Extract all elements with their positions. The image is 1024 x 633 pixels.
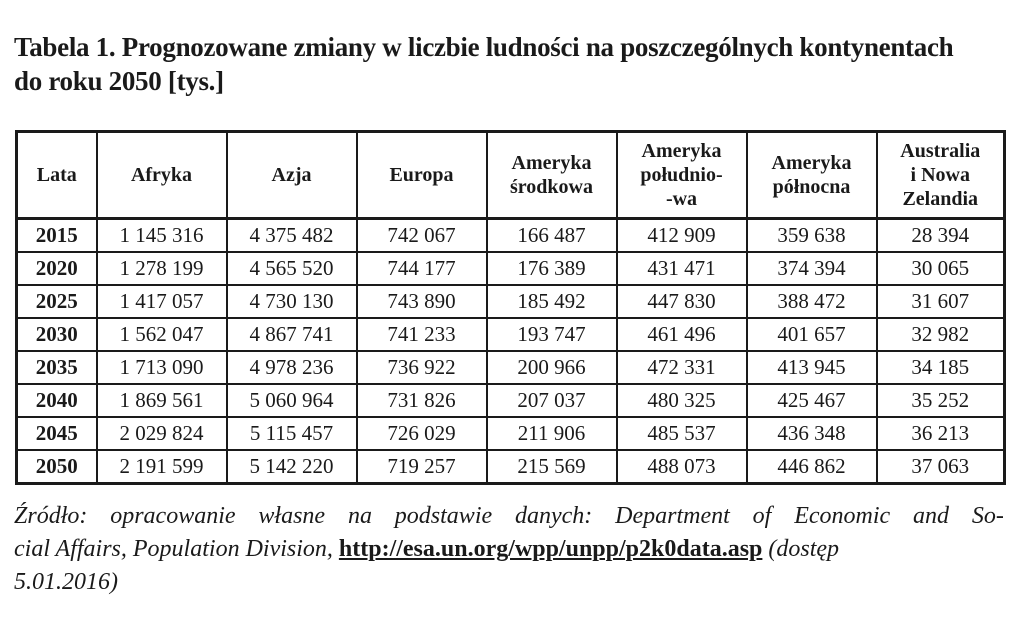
- table-cell: 447 830: [617, 285, 747, 318]
- table-cell: 176 389: [487, 252, 617, 285]
- column-header: [617, 132, 747, 219]
- column-header: [227, 132, 357, 219]
- table-cell: 461 496: [617, 318, 747, 351]
- table-cell: 719 257: [357, 450, 487, 484]
- table-cell: 736 922: [357, 351, 487, 384]
- source-note: [14, 500, 1004, 599]
- source-word: opracowanie: [110, 503, 236, 529]
- table-cell: 5 142 220: [227, 450, 357, 484]
- column-header-text: Australia: [900, 140, 981, 162]
- table-cell: 741 233: [357, 318, 487, 351]
- source-word: danych:: [515, 503, 593, 529]
- table-cell: 480 325: [617, 384, 747, 417]
- table-row: [17, 384, 1005, 417]
- column-header: [487, 132, 617, 219]
- table-cell: 425 467: [747, 384, 877, 417]
- table-cell: 744 177: [357, 252, 487, 285]
- source-word: and: [913, 503, 950, 529]
- table-body: [17, 219, 1005, 484]
- source-line-3: 5.01.2016): [14, 569, 118, 595]
- table-cell: 446 862: [747, 450, 877, 484]
- title-line-2: do roku 2050 [tys.]: [14, 66, 224, 96]
- table-cell: 488 073: [617, 450, 747, 484]
- table-cell: 4 730 130: [227, 285, 357, 318]
- population-table: [15, 130, 1006, 485]
- table-cell: 2 029 824: [97, 417, 227, 450]
- column-header: [17, 132, 97, 219]
- table-cell: 1 278 199: [97, 252, 227, 285]
- source-line-2-prefix: cial Affairs, Population Division,: [14, 536, 333, 562]
- table-cell: 401 657: [747, 318, 877, 351]
- table-cell: 185 492: [487, 285, 617, 318]
- source-line-2-suffix: (dostęp: [768, 536, 840, 562]
- table-cell: 5 060 964: [227, 384, 357, 417]
- table-cell: 211 906: [487, 417, 617, 450]
- source-line-2: [14, 533, 1004, 566]
- table-cell: 4 375 482: [227, 219, 357, 253]
- column-header-text: i Nowa: [910, 164, 970, 186]
- table-cell: 4 867 741: [227, 318, 357, 351]
- column-header-text: Lata: [36, 164, 77, 186]
- column-header-text: Afryka: [130, 164, 193, 186]
- table-cell: 37 063: [877, 450, 1005, 484]
- table-cell: 193 747: [487, 318, 617, 351]
- year-cell: 2025: [17, 285, 97, 318]
- table-cell: 485 537: [617, 417, 747, 450]
- year-cell: 2030: [17, 318, 97, 351]
- column-header-text: środkowa: [510, 176, 593, 198]
- table-cell: 5 115 457: [227, 417, 357, 450]
- source-word: So-: [971, 503, 1004, 529]
- table-cell: 4 978 236: [227, 351, 357, 384]
- table-row: [17, 450, 1005, 484]
- table-cell: 31 607: [877, 285, 1005, 318]
- table-cell: 1 417 057: [97, 285, 227, 318]
- table-cell: 30 065: [877, 252, 1005, 285]
- table-cell: 207 037: [487, 384, 617, 417]
- column-header-text: południo-: [640, 164, 723, 186]
- source-line-1: [14, 500, 1004, 533]
- table-cell: 4 565 520: [227, 252, 357, 285]
- table-cell: 436 348: [747, 417, 877, 450]
- table-row: [17, 219, 1005, 253]
- table-cell: 742 067: [357, 219, 487, 253]
- table-cell: 359 638: [747, 219, 877, 253]
- table-row: [17, 285, 1005, 318]
- column-header-text: Europa: [389, 164, 454, 186]
- table-cell: 412 909: [617, 219, 747, 253]
- column-header: [97, 132, 227, 219]
- table-cell: 1 869 561: [97, 384, 227, 417]
- source-word: of: [752, 503, 772, 529]
- column-header-text: północna: [772, 176, 851, 198]
- table-cell: 1 145 316: [97, 219, 227, 253]
- table-cell: 731 826: [357, 384, 487, 417]
- table-cell: 35 252: [877, 384, 1005, 417]
- year-cell: 2040: [17, 384, 97, 417]
- table-cell: 166 487: [487, 219, 617, 253]
- table-cell: 28 394: [877, 219, 1005, 253]
- table-cell: 34 185: [877, 351, 1005, 384]
- source-word: Źródło:: [14, 503, 88, 529]
- column-header-text: Ameryka: [511, 152, 592, 174]
- table-cell: 413 945: [747, 351, 877, 384]
- year-cell: 2015: [17, 219, 97, 253]
- table-cell: 743 890: [357, 285, 487, 318]
- table-row: [17, 351, 1005, 384]
- column-header-text: Ameryka: [641, 140, 722, 162]
- table-cell: 1 562 047: [97, 318, 227, 351]
- column-header-text: Azja: [271, 164, 312, 186]
- source-word: własne: [258, 503, 326, 529]
- table-cell: 1 713 090: [97, 351, 227, 384]
- year-cell: 2045: [17, 417, 97, 450]
- title-line-1: Tabela 1. Prognozowane zmiany w liczbie ludności na poszczególnych kontynentach: [14, 32, 954, 62]
- table-cell: 215 569: [487, 450, 617, 484]
- year-cell: 2035: [17, 351, 97, 384]
- source-word: na: [347, 503, 372, 529]
- table-cell: 472 331: [617, 351, 747, 384]
- year-cell: 2020: [17, 252, 97, 285]
- table-cell: 726 029: [357, 417, 487, 450]
- source-link[interactable]: http://esa.un.org/wpp/unpp/p2k0data.asp: [338, 536, 763, 562]
- year-cell: 2050: [17, 450, 97, 484]
- table-row: [17, 252, 1005, 285]
- table-cell: 374 394: [747, 252, 877, 285]
- header-row: [17, 132, 1005, 219]
- source-word: podstawie: [394, 503, 493, 529]
- table-cell: 388 472: [747, 285, 877, 318]
- table-cell: 32 982: [877, 318, 1005, 351]
- column-header-text: Zelandia: [902, 188, 979, 210]
- table-cell: 36 213: [877, 417, 1005, 450]
- source-word: Department: [615, 503, 730, 529]
- source-word: Economic: [794, 503, 891, 529]
- column-header-text: -wa: [665, 188, 698, 210]
- table-cell: 200 966: [487, 351, 617, 384]
- column-header: [357, 132, 487, 219]
- table-cell: 2 191 599: [97, 450, 227, 484]
- table-row: [17, 318, 1005, 351]
- table-cell: 431 471: [617, 252, 747, 285]
- column-header: [747, 132, 877, 219]
- column-header-text: Ameryka: [771, 152, 852, 174]
- column-header: [877, 132, 1005, 219]
- table-title: [14, 30, 1014, 98]
- table-row: [17, 417, 1005, 450]
